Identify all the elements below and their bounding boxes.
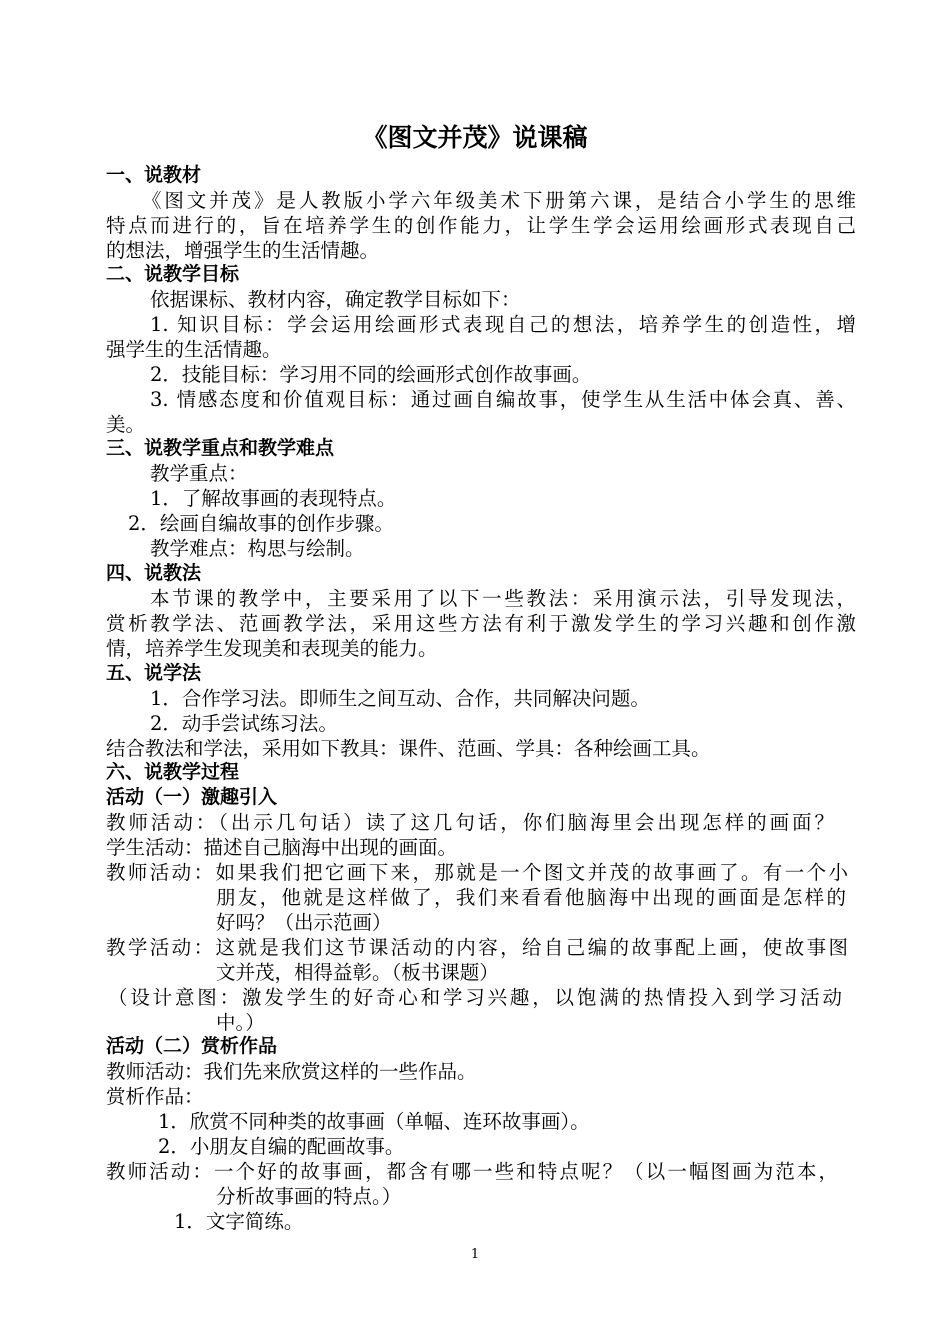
paragraph-line: 教学活动：这就是我们这节课活动的内容，给自己编的故事配上画，使故事图	[106, 936, 848, 959]
paragraph-line: 文并茂，相得益彰。（板书课题）	[216, 961, 499, 984]
paragraph-line: 教学难点：构思与绘制。	[150, 537, 365, 560]
paragraph-line: 分析故事画的特点。）	[216, 1185, 402, 1208]
paragraph-line: 好吗？（出示范画）	[216, 911, 392, 934]
section-heading: 四、说教法	[106, 562, 202, 584]
paragraph-line: 本节课的教学中，主要采用了以下一些教法：采用演示法，引导发现法，	[150, 587, 856, 610]
paragraph-line: 教师活动：一个好的故事画，都含有哪一些和特点呢？（以一幅图画为范本，	[106, 1160, 838, 1183]
paragraph-line: 依据课标、教材内容，确定教学目标如下：	[150, 288, 521, 311]
paragraph-line: 朋友，他就是这样做了，我们来看看他脑海中出现的画面是怎样的	[216, 886, 846, 909]
list-item: 2．技能目标：学习用不同的绘画形式创作故事画。	[150, 363, 592, 386]
paragraph-line: 情，培养学生发现美和表现美的能力。	[106, 637, 438, 660]
paragraph-line: 赏析作品：	[106, 1085, 204, 1108]
list-item: 2．动手尝试练习法。	[150, 712, 338, 735]
list-item: 3. 情感态度和价值观目标：通过画自编故事，使学生从生活中体会真、善、	[150, 388, 856, 411]
paragraph-line: 美。	[106, 413, 146, 436]
section-heading: 二、说教学目标	[106, 263, 240, 285]
paragraph-line: 特点而进行的，旨在培养学生的创作能力，让学生学会运用绘画形式表现自己	[106, 214, 856, 237]
section-heading: 六、说教学过程	[106, 761, 240, 783]
paragraph-line: 赏析教学法、范画教学法，采用这些方法有利于激发学生的学习兴趣和创作激	[106, 612, 856, 635]
activity-heading: 活动（二）赏析作品	[106, 1035, 278, 1057]
section-heading: 五、说学法	[106, 662, 202, 684]
paragraph-line: 《图文并茂》是人教版小学六年级美术下册第六课，是结合小学生的思维	[142, 189, 856, 212]
design-intent-note: （设计意图：激发学生的好奇心和学习兴趣，以饱满的热情投入到学习活动	[108, 986, 842, 1009]
paragraph-line: 结合教法和学法，采用如下教具：课件、范画、学具：各种绘画工具。	[106, 737, 711, 760]
list-item: 1．文字简练。	[174, 1210, 304, 1233]
document-title: 《图文并茂》说课稿	[362, 123, 588, 152]
list-item: 2．小朋友自编的配画故事。	[158, 1135, 405, 1158]
list-item: 1. 知识目标：学会运用绘画形式表现自己的想法，培养学生的创造性，增	[150, 313, 856, 336]
list-item: 1．合作学习法。即师生之间互动、合作，共同解决问题。	[150, 687, 650, 710]
paragraph-line: 教师活动：如果我们把它画下来，那就是一个图文并茂的故事画了。有一个小	[106, 861, 848, 884]
paragraph-line: 强学生的生活情趣。	[106, 338, 282, 361]
page-number: 1	[470, 1247, 480, 1262]
list-item: 1．欣赏不同种类的故事画（单幅、连环故事画）。	[158, 1110, 590, 1133]
design-intent-note: 中。）	[216, 1011, 265, 1034]
list-item: 1．了解故事画的表现特点。	[150, 487, 397, 510]
paragraph-line: 的想法，增强学生的生活情趣。	[106, 239, 380, 262]
paragraph-line: 学生活动：描述自己脑海中出现的画面。	[106, 836, 458, 859]
section-heading: 一、说教材	[106, 164, 202, 186]
activity-heading: 活动（一）激趣引入	[106, 786, 278, 808]
list-item: 2．绘画自编故事的创作步骤。	[128, 512, 394, 535]
paragraph-line: 教学重点：	[150, 462, 248, 485]
section-heading: 三、说教学重点和教学难点	[106, 437, 335, 459]
paragraph-line: 教师活动：（出示几句话）读了这几句话，你们脑海里会出现怎样的画面？	[106, 811, 834, 834]
paragraph-line: 教师活动：我们先来欣赏这样的一些作品。	[106, 1060, 477, 1083]
